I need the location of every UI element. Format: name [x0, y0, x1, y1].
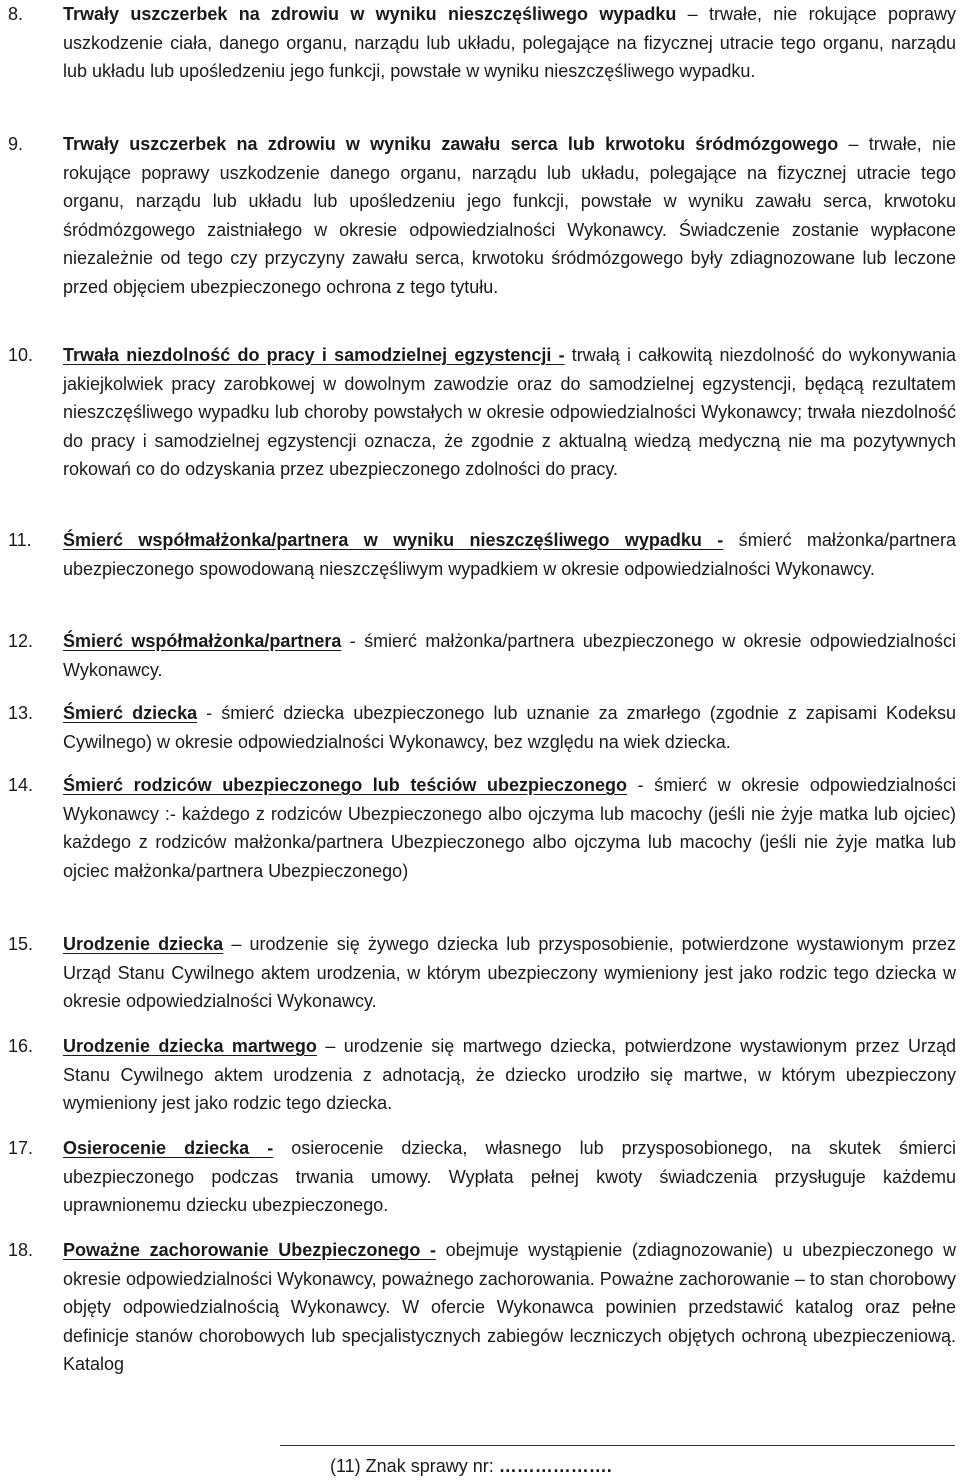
item-text: – trwałe, nie rokujące poprawy uszkodzenie danego organu, narządu lub układu, polegające na fizycznej utracie tego organu, narządu lub układu lub upośledzeniu jego funkcji, powstałe w wyniku zawału serca, krwotoku śródmózgowego zaistniałego w okresie odpowiedzialności Wykonawcy. Świadczenie zostanie wypłacone niezależnie od tego czy przyczyny zawału serca, krwotoku śródmózgowego były zdiagnozowane lub leczone przed objęciem ubezpieczonego ochrona z tego tytułu.: [63, 134, 956, 297]
item-number: 11.: [8, 530, 32, 550]
item-title: Śmierć rodziców ubezpieczonego lub teściów ubezpieczonego: [63, 775, 627, 795]
definition-item-9: [8, 130, 956, 302]
item-number: 13.: [8, 703, 34, 723]
item-text: trwałą i całkowitą niezdolność do wykonywania jakiejkolwiek pracy zarobkowej w dowolnym zawodzie oraz do samodzielnej egzystencji, będącą rezultatem nieszczęśliwego wypadku lub choroby powstałych w okresie odpowiedzialności Wykonawcy; trwała niezdolność do pracy i samodzielnej egzystencji oznacza, że zgodnie z aktualną wiedzą medyczną nie ma pozytywnych rokowań co do odzyskania przez ubezpieczonego zdolności do pracy.: [63, 345, 957, 480]
item-text: - śmierć dziecka ubezpieczonego lub uznanie za zmarłego (zgodnie z zapisami Kodeksu Cywilnego) w okresie odpowiedzialności Wykonawcy, bez względu na wiek dziecka.: [63, 703, 956, 752]
item-title: Śmierć dziecka: [63, 703, 198, 723]
item-title: Urodzenie dziecka martwego: [63, 1036, 317, 1056]
item-number: 10.: [8, 345, 34, 365]
item-title: Poważne zachorowanie Ubezpieczonego -: [63, 1240, 436, 1260]
item-title: Śmierć współmałżonka/partnera: [63, 631, 342, 651]
definition-item-12: [8, 627, 956, 684]
item-number: 15.: [8, 934, 34, 954]
item-title: Trwały uszczerbek na zdrowiu w wyniku zawału serca lub krwotoku śródmózgowego: [63, 134, 839, 154]
item-title: Śmierć współmałżonka/partnera w wyniku nieszczęśliwego wypadku -: [63, 530, 724, 550]
item-text: śmierć małżonka/partnera ubezpieczonego spowodowaną nieszczęśliwym wypadkiem w okresie odpowiedzialności Wykonawcy.: [63, 530, 956, 579]
definition-item-18: [8, 1236, 956, 1379]
definition-item-11: [8, 526, 956, 583]
item-text: - śmierć małżonka/partnera ubezpieczonego w okresie odpowiedzialności Wykonawcy.: [63, 631, 956, 680]
item-title: Osierocenie dziecka -: [63, 1138, 274, 1158]
footer-label: (11) Znak sprawy nr:: [330, 1456, 499, 1476]
definition-item-14: [8, 771, 956, 885]
definition-item-10: [8, 341, 956, 484]
item-text: - śmierć w okresie odpowiedzialności Wykonawcy :- każdego z rodziców Ubezpieczonego albo ojczyma lub macochy (jeśli nie żyje matka lub ojciec) każdego z rodziców małżonka/partnera Ubezpieczonego albo ojczyma lub macochy (jeśli nie żyje matka lub ojciec małżonka/partnera Ubezpieczonego): [63, 775, 956, 881]
definition-item-16: [8, 1032, 956, 1118]
item-number: 8.: [8, 4, 24, 24]
item-text: obejmuje wystąpienie (zdiagnozowanie) u ubezpieczonego w okresie odpowiedzialności Wykonawcy, poważnego zachorowania. Poważne zachorowanie – to stan chorobowy objęty odpowiedzialnością Wykonawcy. W ofercie Wykonawca powinien przedstawić katalog oraz pełne definicje stanów chorobowych lub specjalistycznych zabiegów leczniczych objętych ochroną ubezpieczeniową. Katalog: [63, 1240, 957, 1375]
definition-item-17: [8, 1134, 956, 1220]
item-text: – urodzenie się martwego dziecka, potwierdzone wystawionym przez Urząd Stanu Cywilnego aktem urodzenia z adnotacją, że dziecko urodziło się martwe, w którym ubezpieczony wymieniony jest jako rodzic tego dziecka.: [63, 1036, 956, 1114]
footer-case-number-placeholder: ……………….: [498, 1456, 612, 1476]
page-footer: [330, 1452, 612, 1480]
item-title: Urodzenie dziecka: [63, 934, 224, 954]
definition-item-8: [8, 0, 956, 86]
definition-item-15: [8, 930, 956, 1016]
item-number: 9.: [8, 134, 24, 154]
item-text: osierocenie dziecka, własnego lub przysposobionego, na skutek śmierci ubezpieczonego podczas trwania umowy. Wypłata pełnej kwoty świadczenia przysługuje każdemu uprawnionemu dziecku ubezpieczonego.: [63, 1138, 957, 1216]
item-title: Trwała niezdolność do pracy i samodzielnej egzystencji -: [63, 345, 565, 365]
item-number: 18.: [8, 1240, 34, 1260]
definition-item-13: [8, 699, 956, 756]
item-text: – urodzenie się żywego dziecka lub przysposobienie, potwierdzone wystawionym przez Urząd Stanu Cywilnego aktem urodzenia, w którym ubezpieczony wymieniony jest jako rodzic tego dziecka w okresie odpowiedzialności Wykonawcy.: [63, 934, 956, 1012]
item-number: 12.: [8, 631, 34, 651]
item-number: 16.: [8, 1036, 34, 1056]
item-title: Trwały uszczerbek na zdrowiu w wyniku nieszczęśliwego wypadku: [63, 4, 677, 24]
footer-divider: [280, 1445, 955, 1446]
item-number: 14.: [8, 775, 34, 795]
item-number: 17.: [8, 1138, 34, 1158]
item-text: – trwałe, nie rokujące poprawy uszkodzenie ciała, danego organu, narządu lub układu, polegające na fizycznej utracie tego organu, narządu lub układu lub upośledzeniu jego funkcji, powstałe w wyniku nieszczęśliwego wypadku.: [63, 4, 957, 82]
